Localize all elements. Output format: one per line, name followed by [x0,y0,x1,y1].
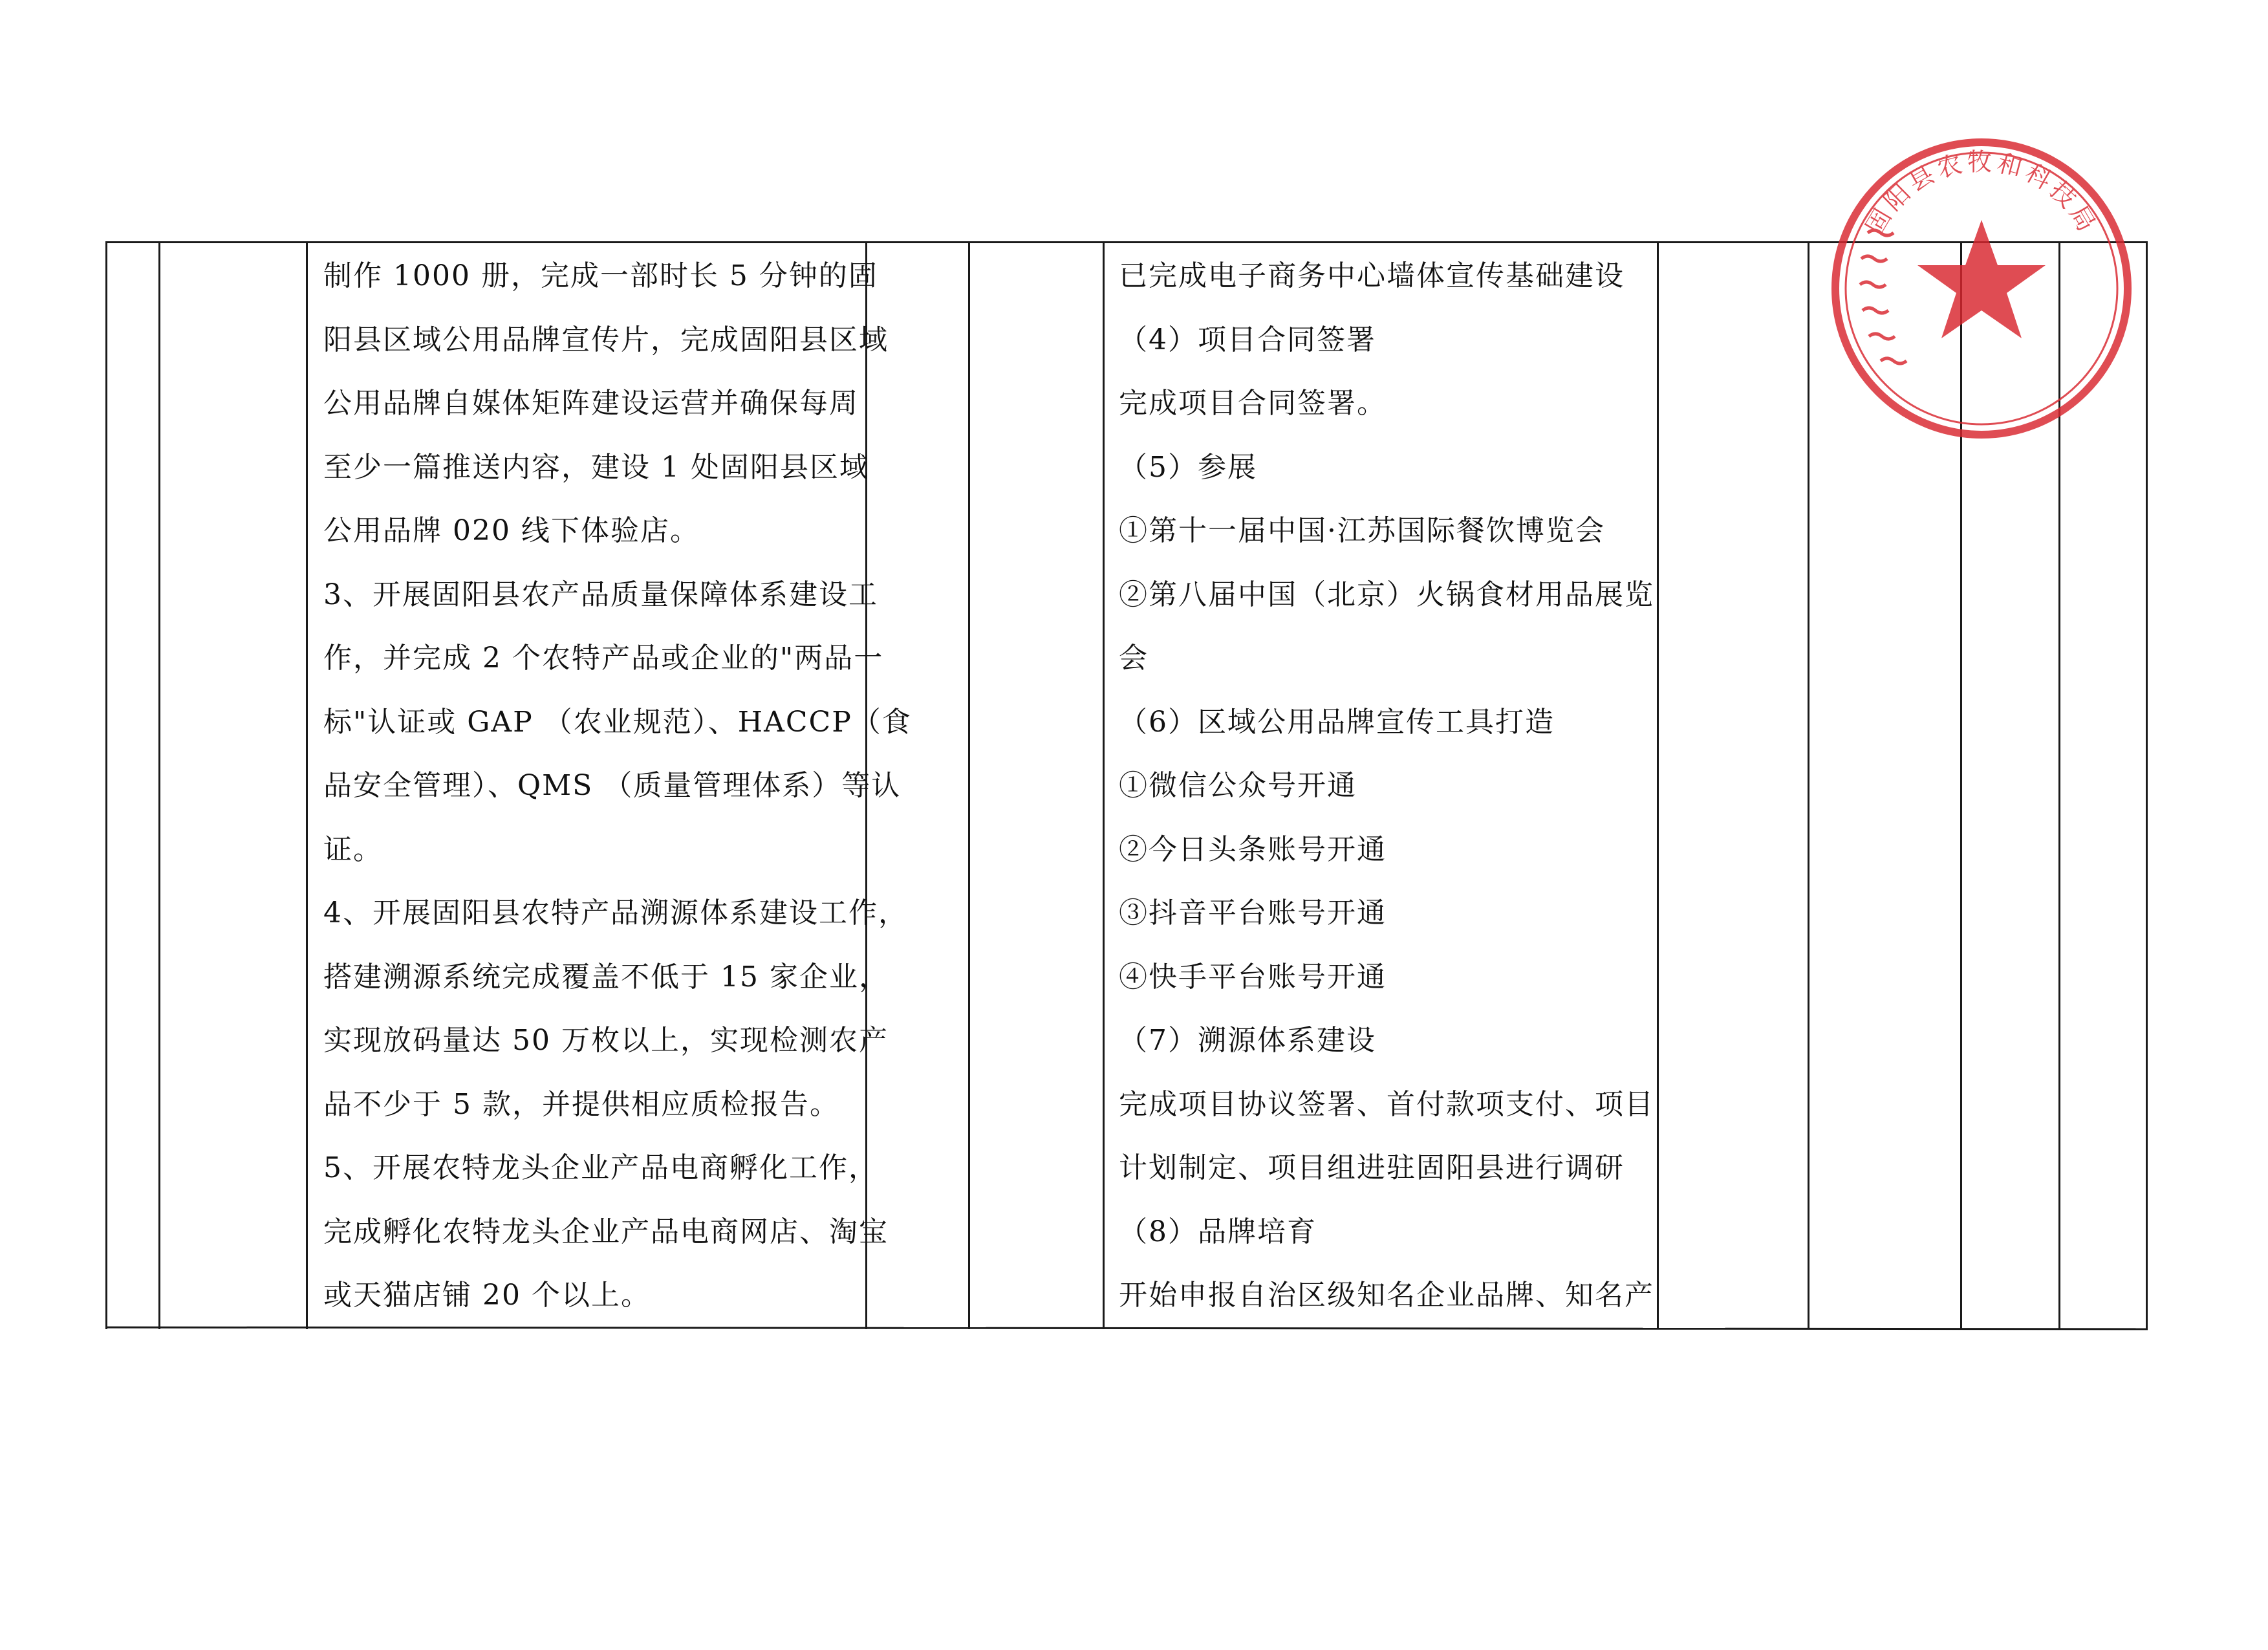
plan-line: 阳县区域公用品牌宣传片，完成固阳县区域 [323,323,889,356]
plan-line: 公用品牌自媒体矩阵建设运营并确保每周 [323,387,859,420]
plan-line: 搭建溯源系统完成覆盖不低于 15 家企业， [323,960,889,993]
plan-content-cell [323,244,912,1328]
column-border [1103,241,1105,1329]
official-seal-icon [1829,136,2134,441]
progress-line: ③抖音平台账号开通 [1119,896,1387,929]
progress-line: 开始申报自治区级知名企业品牌、知名产 [1119,1279,1654,1312]
progress-line: ②今日头条账号开通 [1119,832,1387,866]
plan-line: 制作 1000 册，完成一部时长 5 分钟的固 [323,259,878,292]
progress-line: 完成项目协议签署、首付款项支付、项目 [1119,1087,1654,1121]
column-border [1657,241,1659,1329]
progress-line: ④快手平台账号开通 [1119,960,1387,993]
plan-line: 标"认证或 GAP （农业规范）、HACCP（食 [323,705,912,739]
plan-line: 证。 [323,832,383,866]
column-border [1808,241,1809,1329]
progress-line: （4）项目合同签署 [1119,323,1376,356]
progress-line: 已完成电子商务中心墙体宣传基础建设 [1119,259,1625,292]
plan-line: 实现放码量达 50 万枚以上，实现检测农产 [323,1024,889,1057]
column-border [2146,241,2148,1329]
svg-text:固阳县农牧和科技局: 固阳县农牧和科技局 [1860,147,2103,240]
plan-line: 品不少于 5 款，并提供相应质检报告。 [323,1087,839,1121]
progress-line: （6）区域公用品牌宣传工具打造 [1119,705,1555,739]
progress-line: （5）参展 [1119,450,1257,484]
plan-line: 品安全管理）、QMS （质量管理体系）等认 [323,769,902,802]
plan-line: 3、开展固阳县农产品质量保障体系建设工 [323,578,878,611]
column-border [968,241,970,1329]
plan-line: 4、开展固阳县农特产品溯源体系建设工作， [323,896,908,929]
column-border [105,241,107,1329]
progress-content-cell [1119,244,1654,1328]
progress-line: ①微信公众号开通 [1119,769,1357,802]
plan-line: 公用品牌 020 线下体验店。 [323,514,700,547]
progress-line: ①第十一届中国·江苏国际餐饮博览会 [1119,514,1605,547]
progress-line: ②第八届中国（北京）火锅食材用品展览 [1119,578,1654,611]
plan-line: 5、开展农特龙头企业产品电商孵化工作， [323,1151,878,1184]
plan-line: 作，并完成 2 个农特产品或企业的"两品一 [323,642,884,675]
column-border [158,241,160,1329]
progress-line: 会 [1119,642,1149,675]
progress-line: （8）品牌培育 [1119,1215,1317,1248]
column-border [306,241,308,1329]
plan-line: 完成孵化农特龙头企业产品电商网店、淘宝 [323,1215,889,1248]
progress-line: 完成项目合同签署。 [1119,387,1387,420]
plan-line: 至少一篇推送内容，建设 1 处固阳县区域 [323,450,869,484]
plan-line: 或天猫店铺 20 个以上。 [323,1279,651,1312]
progress-line: 计划制定、项目组进驻固阳县进行调研 [1119,1151,1625,1184]
progress-line: （7）溯源体系建设 [1119,1024,1376,1057]
